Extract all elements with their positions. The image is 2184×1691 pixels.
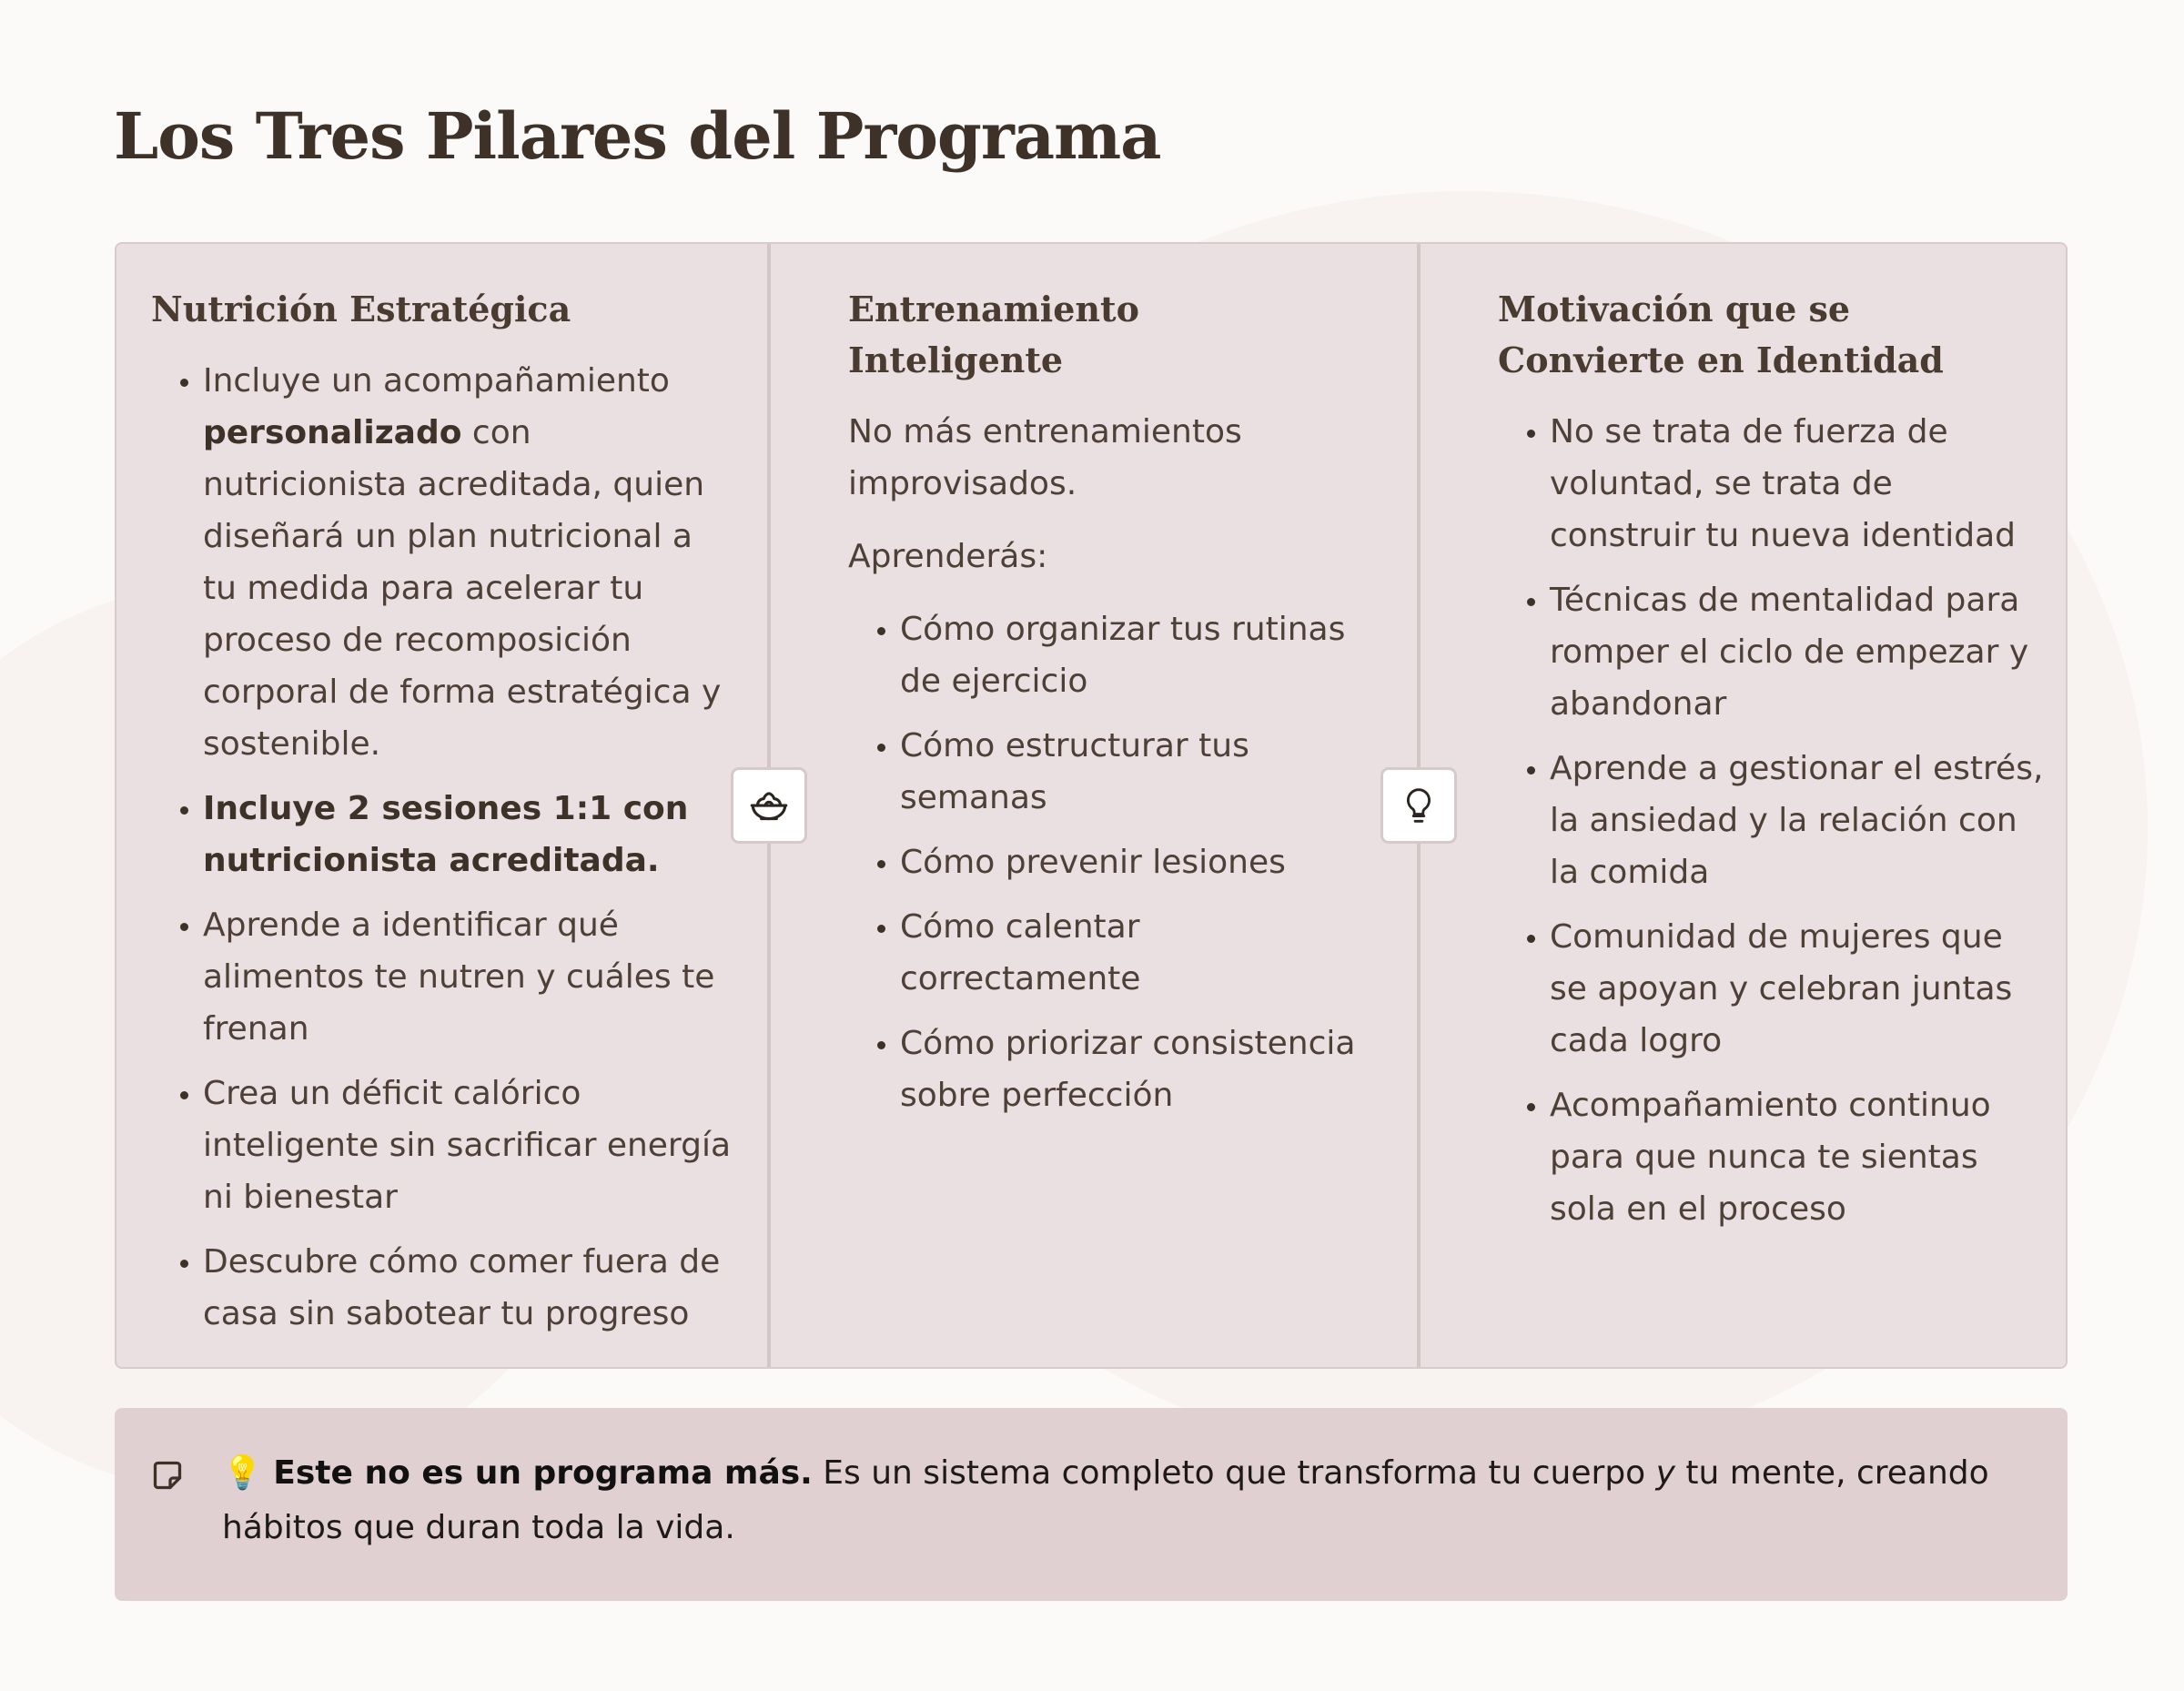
lightbulb-icon-box: [1380, 767, 1457, 844]
list-item: • Acompañamiento continuo para que nunca te sientas sola en el proceso: [1550, 1079, 2044, 1235]
salad-bowl-icon: [746, 783, 792, 828]
callout-strong: Este no es un programa más.: [273, 1454, 813, 1492]
list-item: • Cómo prevenir lesiones: [900, 836, 1358, 888]
list-item: • Descubre cómo comer fuera de casa sin sabotear tu progreso: [203, 1236, 733, 1340]
salad-bowl-icon-box: [731, 767, 807, 844]
list-item: • Aprende a gestionar el estrés, la ansiedad y la relación con la comida: [1550, 743, 2044, 898]
list-item: • Técnicas de mentalidad para romper el ciclo de empezar y abandonar: [1550, 574, 2044, 730]
pillar-list: [848, 603, 1358, 1121]
list-item: • Comunidad de mujeres que se apoyan y celebran juntas cada logro: [1550, 911, 2044, 1067]
list-item: • Cómo organizar tus rutinas de ejercicio: [900, 603, 1358, 707]
pillar-column-nutrition: [151, 284, 733, 1352]
pillar-list: [151, 355, 733, 1340]
pillar-column-motivation: [1498, 284, 2044, 1248]
callout-box: [115, 1408, 2068, 1601]
pillars-card: [115, 242, 2068, 1369]
list-item: • Crea un déficit calórico inteligente sin sacrificar energía ni bienestar: [203, 1068, 733, 1223]
note-icon: [151, 1459, 184, 1495]
lightbulb-icon: [1398, 785, 1440, 826]
pillar-heading: Nutrición Estratégica: [151, 289, 571, 329]
list-item: • Cómo priorizar consistencia sobre perfección: [900, 1018, 1358, 1121]
list-item: • No se trata de fuerza de voluntad, se trata de construir tu nueva identidad: [1550, 406, 2044, 562]
list-item: • Cómo calentar correctamente: [900, 901, 1358, 1005]
page-title: Los Tres Pilares del Programa: [114, 98, 1161, 174]
lightbulb-emoji: 💡: [222, 1454, 263, 1492]
list-item: • Incluye un acompañamiento personalizado con nutricionista acreditada, quien diseñará un plan nutricional a tu medida para acelerar tu proceso de recomposición corporal de forma estratégica y sostenible.: [203, 355, 733, 770]
pillar-column-training: [848, 284, 1358, 1134]
pillar-heading: Motivación que se Convierte en Identidad: [1498, 289, 1944, 380]
pillar-heading: Entrenamiento Inteligente: [848, 289, 1139, 380]
callout-text: 💡 Este no es un programa más. Es un sistema completo que transforma tu cuerpo y tu mente, creando hábitos que duran toda la vida.: [222, 1454, 1989, 1546]
list-item: • Cómo estructurar tus semanas: [900, 720, 1358, 824]
pillar-lead: Aprenderás:: [848, 538, 1048, 575]
list-item: • Aprende a identificar qué alimentos te nutren y cuáles te frenan: [203, 899, 733, 1055]
list-item: • Incluye 2 sesiones 1:1 con nutricionista acreditada.: [203, 783, 733, 886]
pillar-list: [1498, 406, 2044, 1235]
pillar-intro: No más entrenamientos improvisados.: [848, 413, 1242, 502]
